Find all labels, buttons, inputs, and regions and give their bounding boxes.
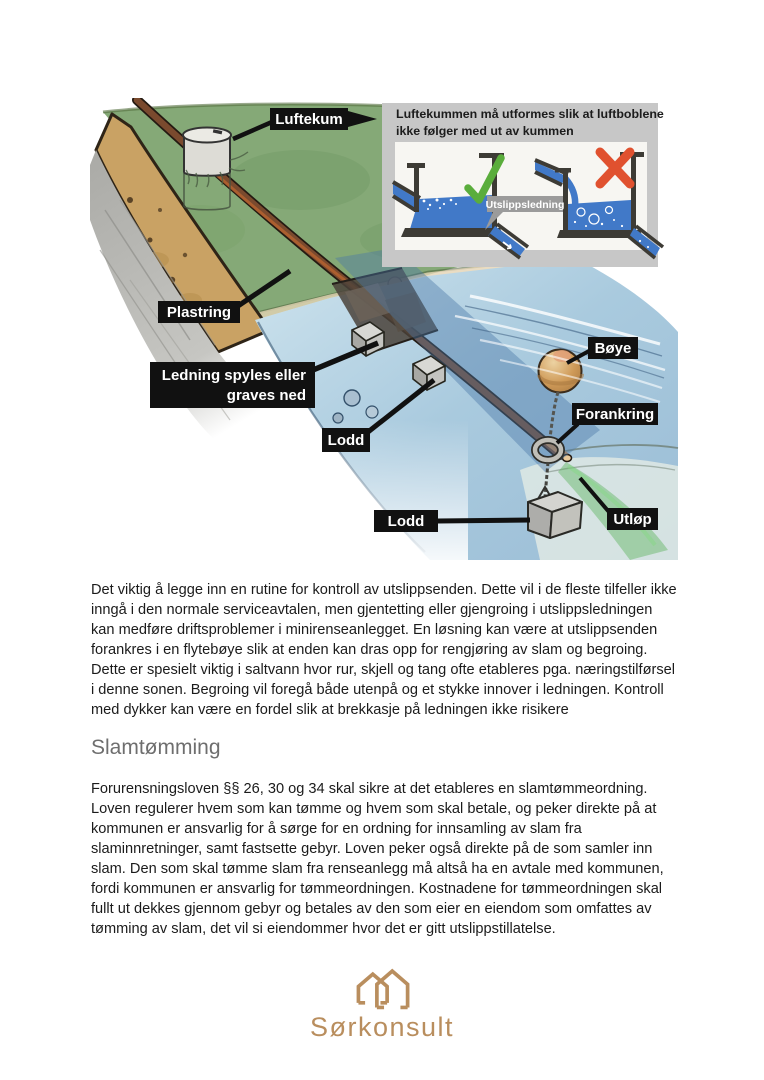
svg-text:Utløp: Utløp bbox=[613, 511, 652, 528]
logo-wordmark: Sørkonsult bbox=[309, 1012, 455, 1042]
svg-text:Bøye: Bøye bbox=[594, 340, 632, 357]
figure-outfall-illustration bbox=[88, 98, 680, 568]
svg-text:Lodd: Lodd bbox=[327, 432, 365, 449]
logo-house-icon bbox=[354, 968, 410, 1010]
body-paragraph-1: Det viktig å legge inn en rutine for kontroll av utslippsenden. Dette vil i de fleste tilfeller ikke inngå i den normale serviceavtalen, men gjentetting eller gjengroing i utslippsledningen kan medføre driftsproblemer i minirenseanlegget. En løsning kan være at utslippsenden forankres i en flytebøye slik at enden kan dras opp for rengjøring av slam og begroing. Dette er spesielt viktig i saltvann hvor rur, skjell og tang ofte etableres pga. næringstilførsel i denne sonen. Begroing vil foregå både utenpå og et stykke innover i ledningen. Kontroll med dykker kan være en fordel slik at brekkasje på ledningen ikke risikere bbox=[91, 582, 677, 718]
svg-text:graves ned: graves ned bbox=[226, 387, 306, 404]
svg-text:Forankring: Forankring bbox=[575, 406, 655, 423]
body-paragraph-2: Forurensningsloven §§ 26, 30 og 34 skal sikre at det etableres en slamtømmeordning. Loven regulerer hvem som kan tømme og hvem som skal betale, og peker direkte på at kommunen er ansvarlig for å sørge for en ordning for innsamling av slam fra slaminnretninger, samt fastsette gebyr. Loven peker også direkte på de som samler inn slam. Den som skal tømme slam fra renseanlegg må altså ha en avtale med kommunen, fordi kommunen er ansvarlig for tømmeordningen. Kostnadene for tømmeordningen skal fullt ut dekkes gjennom gebyr og betales av den som eier en eiendom som omfattes av tømming av slam, det vil si eiendommer hvor det er gitt utslippstillatelse. bbox=[91, 781, 664, 937]
svg-text:Utslippsledning: Utslippsledning bbox=[485, 199, 565, 211]
inset-title-line1: Luftekummen må utformes slik at luftboblene bbox=[396, 107, 664, 121]
svg-text:Plastring: Plastring bbox=[166, 304, 232, 321]
svg-text:Lodd: Lodd bbox=[387, 513, 425, 530]
svg-text:Luftekum: Luftekum bbox=[275, 111, 343, 128]
section-heading-slamtomming: Slamtømming bbox=[91, 736, 221, 759]
inset-title-line2: ikke følger med ut av kummen bbox=[396, 124, 574, 138]
svg-text:Ledning spyles eller: Ledning spyles eller bbox=[161, 367, 306, 384]
inset-panel bbox=[382, 103, 664, 267]
watercolor-fade bbox=[88, 420, 468, 568]
footer-logo bbox=[0, 968, 764, 1043]
